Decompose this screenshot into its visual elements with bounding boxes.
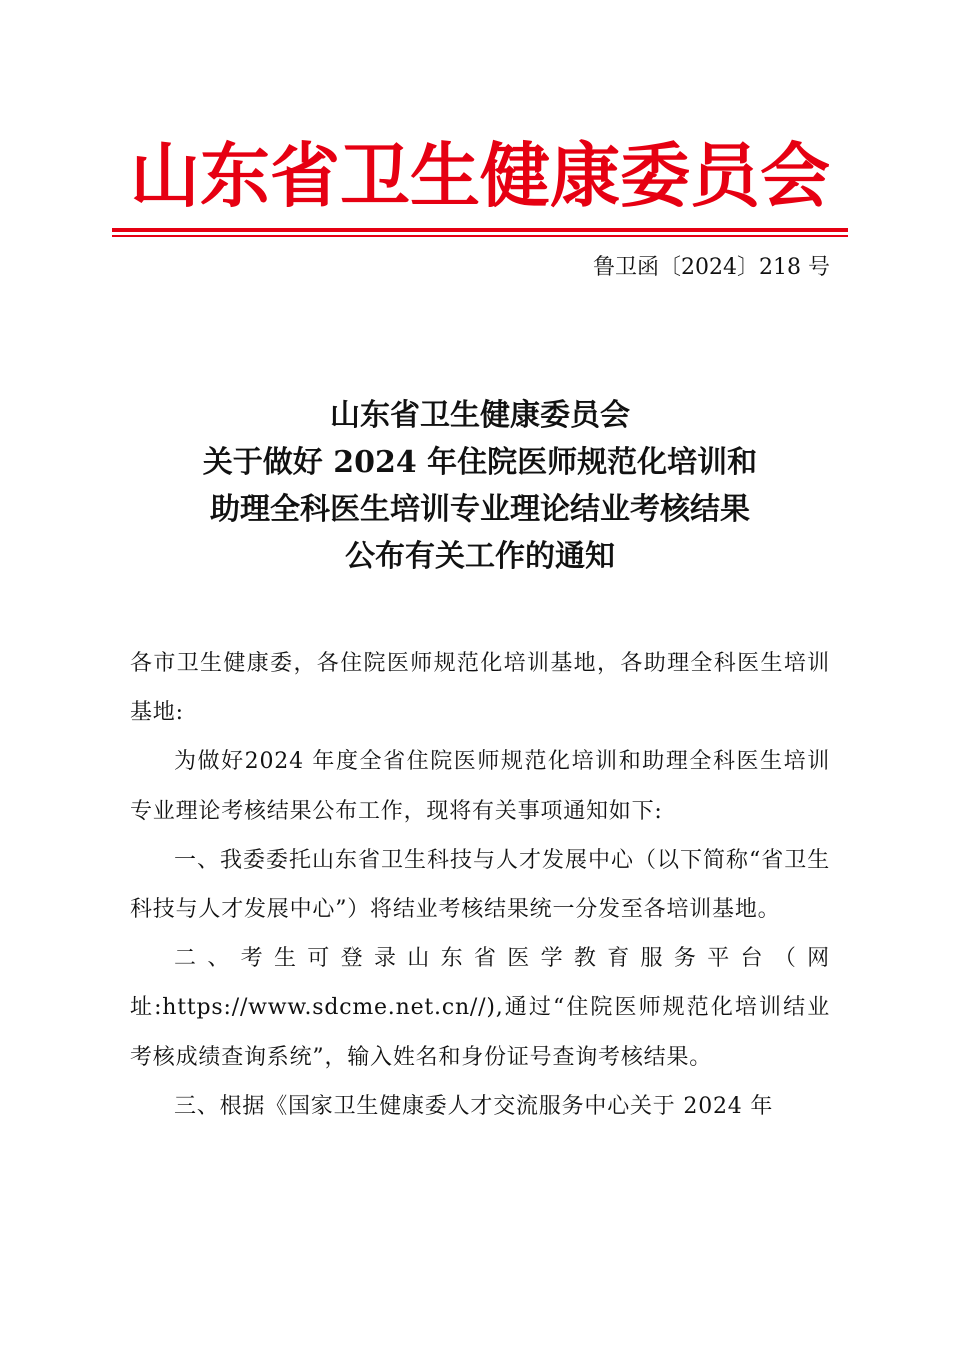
body-paragraph: 二、考生可登录山东省医学教育服务平台（网址:https://www.sdcme.net.cn//),通过“住院医师规范化培训结业考核成绩查询系统”，输入姓名和身份证号查询考核结果。 — [130, 946, 830, 1070]
body-paragraph: 三、根据《国家卫生健康委人才交流服务中心关于 2024 年 — [174, 1093, 774, 1119]
letterhead-red-rule-thick — [112, 228, 848, 232]
letterhead-red-rule-thin — [112, 235, 848, 237]
title-line: 山东省卫生健康委员会 — [330, 398, 630, 433]
document-body — [130, 639, 830, 1131]
document-title — [112, 392, 848, 580]
body-paragraph: 一、我委委托山东省卫生科技与人才发展中心（以下简称“省卫生科技与人才发展中心”）将结业考核结果统一分发至各培训基地。 — [130, 847, 830, 923]
body-paragraph: 为做好2024 年度全省住院医师规范化培训和助理全科医生培训专业理论考核结果公布工作，现将有关事项通知如下: — [130, 749, 830, 824]
document-number: 鲁卫函〔2024〕218 号 — [593, 255, 830, 280]
title-line: 公布有关工作的通知 — [345, 539, 615, 574]
salutation: 各市卫生健康委，各住院医师规范化培训基地，各助理全科医生培训基地: — [130, 651, 830, 726]
letterhead-agency-name: 山东省卫生健康委员会 — [130, 134, 830, 217]
title-line: 关于做好 2024 年住院医师规范化培训和 — [202, 445, 758, 480]
title-line: 助理全科医生培训专业理论结业考核结果 — [210, 492, 750, 527]
